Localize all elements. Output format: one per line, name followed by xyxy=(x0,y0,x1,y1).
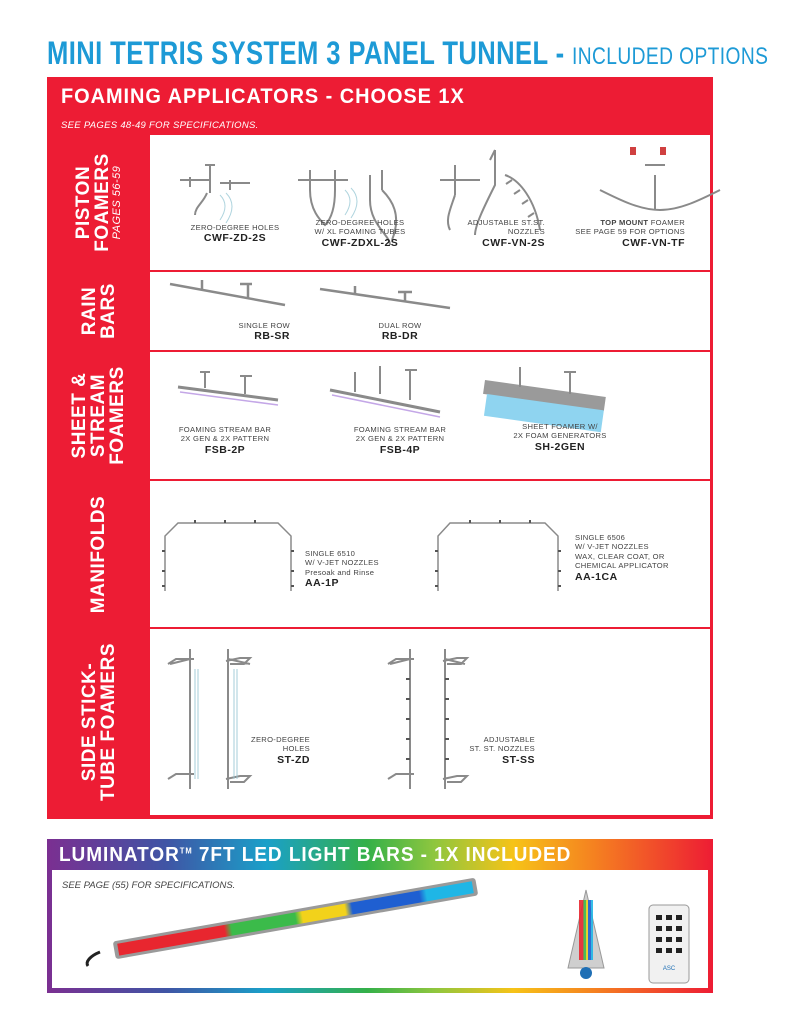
sheet-stream-foamers-label xyxy=(47,352,150,479)
piston-item-4-desc-1b: FOAMER xyxy=(648,218,685,227)
manifolds-row xyxy=(150,481,710,627)
rain-item-1-desc: SINGLE ROW xyxy=(238,321,290,330)
luminator-images xyxy=(52,870,708,988)
sheet-label-1: SHEET & xyxy=(69,372,90,459)
manifold-item-2-desc-4: CHEMICAL APPLICATOR xyxy=(575,561,669,571)
side-item-1-code: ST-ZD xyxy=(277,753,310,766)
piston-item-3-desc-2: NOZZLES xyxy=(507,227,545,237)
piston-item-2-desc-2: W/ XL FOAMING TUBES xyxy=(314,227,406,237)
piston-item-4-desc-1a: TOP MOUNT xyxy=(600,218,649,227)
sheet-item-1-code: FSB-2P xyxy=(204,443,246,456)
sheet-item-2-desc-2: 2X GEN & 2X PATTERN xyxy=(355,434,445,444)
piston-item-2-code: CWF-ZDXL-2S xyxy=(321,236,399,249)
manifold-item-1-code: AA-1P xyxy=(305,577,340,590)
manifolds-label-1: MANIFOLDS xyxy=(88,495,109,613)
luminator-header-b: 7FT LED LIGHT BARS - 1X INCLUDED xyxy=(192,844,572,866)
piston-item-1 xyxy=(175,223,295,246)
foaming-applicators-panel xyxy=(47,77,713,819)
sheet-foamer-images xyxy=(150,352,710,479)
luminator-header-a: LUMINATOR xyxy=(59,844,180,866)
piston-item-1-code: CWF-ZD-2S xyxy=(203,232,267,245)
side-item-2-desc-2: ST. ST. NOZZLES xyxy=(469,744,535,754)
piston-label-pages: PAGES 56-59 xyxy=(111,165,123,240)
sheet-item-2-code: FSB-4P xyxy=(379,443,421,456)
piston-item-2-desc-1: ZERO-DEGREE HOLES xyxy=(315,218,405,227)
piston-item-3-code: CWF-VN-2S xyxy=(482,236,545,249)
sheet-stream-foamers-row xyxy=(150,352,710,479)
side-label-2: TUBE FOAMERS xyxy=(97,643,119,801)
manifold-item-2-code: AA-1CA xyxy=(575,570,618,583)
side-item-2-desc-1: ADJUSTABLE xyxy=(483,735,535,744)
sheet-label-3: FOAMERS xyxy=(107,366,128,465)
piston-label-2: FOAMERS xyxy=(92,153,113,252)
side-item-2 xyxy=(450,735,535,767)
rain-item-2 xyxy=(355,321,445,344)
piston-foamers-label xyxy=(47,135,150,270)
piston-item-3-desc-1: ADJUSTABLE ST.ST. xyxy=(467,218,545,227)
remote-logo: ASC xyxy=(662,966,676,972)
piston-item-4-code: CWF-VN-TF xyxy=(622,236,685,249)
piston-item-4-desc-2: SEE PAGE 59 FOR OPTIONS xyxy=(575,227,685,237)
piston-item-2 xyxy=(300,218,420,250)
rain-label-2: BARS xyxy=(97,283,119,339)
side-item-1 xyxy=(230,735,310,767)
sheet-item-1 xyxy=(170,425,280,457)
manifold-item-2-desc-1: SINGLE 6506 xyxy=(575,533,626,542)
sheet-item-1-desc-2: 2X GEN & 2X PATTERN xyxy=(180,434,270,444)
rain-item-1-code: RB-SR xyxy=(254,330,290,343)
manifold-item-1 xyxy=(305,549,425,591)
sheet-item-3-desc-2: 2X FOAM GENERATORS xyxy=(513,431,607,441)
rain-item-1 xyxy=(200,321,290,344)
side-stick-foamers-label xyxy=(47,629,150,815)
piston-item-4 xyxy=(555,218,685,250)
rain-item-2-desc: DUAL ROW xyxy=(378,321,422,330)
foaming-note: SEE PAGES 48-49 FOR SPECIFICATIONS. xyxy=(61,120,259,131)
rain-item-2-code: RB-DR xyxy=(381,330,419,343)
sheet-item-3-desc-1: SHEET FOAMER W/ xyxy=(522,422,598,431)
luminator-content xyxy=(52,870,708,988)
manifold-item-2-desc-3: WAX, CLEAR COAT, OR xyxy=(575,551,665,561)
manifold-item-2 xyxy=(575,533,705,584)
page-title-main: MINI TETRIS SYSTEM 3 PANEL TUNNEL - xyxy=(47,35,573,71)
sheet-item-1-desc-1: FOAMING STREAM BAR xyxy=(178,425,272,434)
rain-bars-row xyxy=(150,272,710,350)
luminator-panel xyxy=(47,839,713,993)
side-stick-foamers-row xyxy=(150,629,710,815)
foaming-header: FOAMING APPLICATORS - CHOOSE 1X xyxy=(61,85,465,108)
manifolds-label xyxy=(47,481,150,627)
manifold-item-1-desc-3: Presoak and Rinse xyxy=(305,567,375,577)
piston-item-3 xyxy=(425,218,545,250)
sheet-item-3 xyxy=(505,422,615,454)
rain-bars-label xyxy=(47,272,150,350)
luminator-tm: TM xyxy=(179,846,193,856)
manifold-item-1-desc-2: W/ V-JET NOZZLES xyxy=(305,558,379,568)
piston-item-4-desc-1 xyxy=(555,218,685,227)
sheet-label-2: STREAM xyxy=(88,373,109,458)
rain-label-1: RAIN xyxy=(78,286,100,336)
sheet-item-2-desc-1: FOAMING STREAM BAR xyxy=(353,425,447,434)
piston-foamers-row xyxy=(150,135,710,270)
piston-item-1-desc: ZERO-DEGREE HOLES xyxy=(190,223,280,232)
sheet-item-2 xyxy=(345,425,455,457)
piston-label-1: PISTON xyxy=(73,165,94,240)
side-label-1: SIDE STICK- xyxy=(78,662,100,782)
manifold-item-1-desc-1: SINGLE 6510 xyxy=(305,549,356,558)
manifold-item-2-desc-2: W/ V-JET NOZZLES xyxy=(575,542,649,552)
page-title-sub: INCLUDED OPTIONS xyxy=(572,43,769,70)
side-stick-images xyxy=(150,629,710,815)
luminator-note: SEE PAGE (55) FOR SPECIFICATIONS. xyxy=(62,880,236,891)
page-title xyxy=(47,35,769,71)
side-item-1-desc-2: HOLES xyxy=(282,744,310,754)
sheet-item-3-code: SH-2GEN xyxy=(534,440,586,453)
side-item-2-code: ST-SS xyxy=(502,753,535,766)
side-item-1-desc-1: ZERO-DEGREE xyxy=(251,735,310,744)
luminator-header xyxy=(59,844,571,867)
